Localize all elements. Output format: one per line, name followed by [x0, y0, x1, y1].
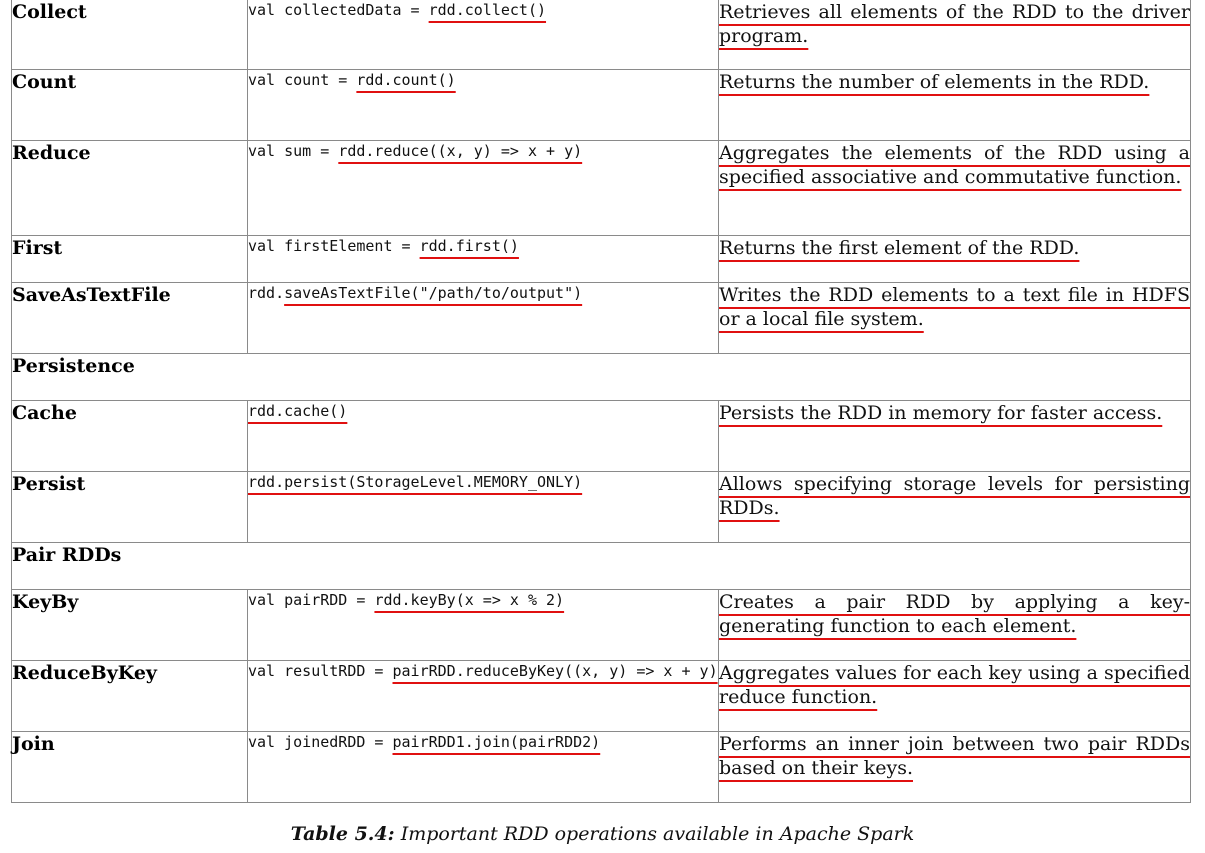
- description-text: Performs an inner join between two pair RDDs based on their keys.: [719, 733, 1190, 779]
- operation-description: [719, 732, 1191, 803]
- code-highlight: rdd.count(): [356, 71, 456, 89]
- code-highlight: rdd.keyBy(x => x % 2): [374, 591, 565, 609]
- code-example: [248, 472, 719, 543]
- description-text: Returns the first element of the RDD.: [719, 237, 1080, 259]
- code-example: [248, 283, 719, 354]
- code-example: [248, 70, 719, 141]
- code-prefix: val firstElement =: [248, 237, 420, 255]
- table-row: [12, 472, 1191, 543]
- code-highlight: saveAsTextFile("/path/to/output"): [284, 284, 583, 302]
- operation-name: Collect: [12, 0, 248, 70]
- operation-description: [719, 661, 1191, 732]
- code-example: [248, 236, 719, 283]
- code-highlight: pairRDD1.join(pairRDD2): [392, 733, 601, 751]
- description-text: Writes the RDD elements to a text file in HDFS or a local file system.: [719, 284, 1190, 330]
- code-prefix: val count =: [248, 71, 357, 89]
- code-example: [248, 0, 719, 70]
- description-text: Aggregates values for each key using a specified reduce function.: [719, 662, 1190, 708]
- operation-description: [719, 590, 1191, 661]
- table-row: [12, 141, 1191, 236]
- operation-name: Reduce: [12, 141, 248, 236]
- table-row: [12, 590, 1191, 661]
- operation-name: KeyBy: [12, 590, 248, 661]
- code-prefix: val sum =: [248, 142, 339, 160]
- operation-name: SaveAsTextFile: [12, 283, 248, 354]
- code-prefix: val pairRDD =: [248, 591, 375, 609]
- description-text: Retrieves all elements of the RDD to the driver program.: [719, 1, 1190, 47]
- description-text: Allows specifying storage levels for persisting RDDs.: [719, 473, 1190, 519]
- section-row: [12, 354, 1191, 401]
- operation-name: Count: [12, 70, 248, 141]
- table-row: [12, 236, 1191, 283]
- section-heading: Persistence: [12, 354, 1191, 401]
- code-example: [248, 732, 719, 803]
- operation-name: Cache: [12, 401, 248, 472]
- rdd-operations-table: [11, 0, 1191, 803]
- code-prefix: val resultRDD =: [248, 662, 393, 680]
- table-caption: [0, 823, 1205, 845]
- code-example: [248, 661, 719, 732]
- table-row: [12, 732, 1191, 803]
- operation-name: First: [12, 236, 248, 283]
- operation-name: ReduceByKey: [12, 661, 248, 732]
- table-body: [12, 0, 1191, 803]
- operation-name: Persist: [12, 472, 248, 543]
- code-highlight: rdd.collect(): [428, 1, 547, 19]
- code-highlight: rdd.first(): [419, 237, 519, 255]
- code-highlight: rdd.persist(StorageLevel.MEMORY_ONLY): [248, 473, 583, 491]
- code-example: [248, 141, 719, 236]
- caption-text: Important RDD operations available in Apache Spark: [394, 823, 915, 845]
- operation-description: [719, 70, 1191, 141]
- code-highlight: rdd.reduce((x, y) => x + y): [338, 142, 583, 160]
- operation-description: [719, 236, 1191, 283]
- table-row: [12, 283, 1191, 354]
- caption-label: Table 5.4:: [290, 823, 395, 845]
- description-text: Persists the RDD in memory for faster access.: [719, 402, 1163, 424]
- code-example: [248, 590, 719, 661]
- description-text: Returns the number of elements in the RDD.: [719, 71, 1150, 93]
- code-highlight: rdd.cache(): [248, 402, 348, 420]
- table-row: [12, 401, 1191, 472]
- code-highlight: pairRDD.reduceByKey((x, y) => x + y): [392, 662, 718, 680]
- code-prefix: rdd.: [248, 284, 285, 302]
- operation-description: [719, 472, 1191, 543]
- operation-description: [719, 0, 1191, 70]
- description-text: Aggregates the elements of the RDD using a specified associative and commutative function.: [719, 142, 1190, 188]
- operation-description: [719, 283, 1191, 354]
- description-text: Creates a pair RDD by applying a key-generating function to each element.: [719, 591, 1190, 637]
- operation-description: [719, 401, 1191, 472]
- section-heading: Pair RDDs: [12, 543, 1191, 590]
- operation-name: Join: [12, 732, 248, 803]
- code-prefix: val collectedData =: [248, 1, 429, 19]
- table-row: [12, 0, 1191, 70]
- code-example: [248, 401, 719, 472]
- table-row: [12, 70, 1191, 141]
- section-row: [12, 543, 1191, 590]
- table-row: [12, 661, 1191, 732]
- operation-description: [719, 141, 1191, 236]
- code-prefix: val joinedRDD =: [248, 733, 393, 751]
